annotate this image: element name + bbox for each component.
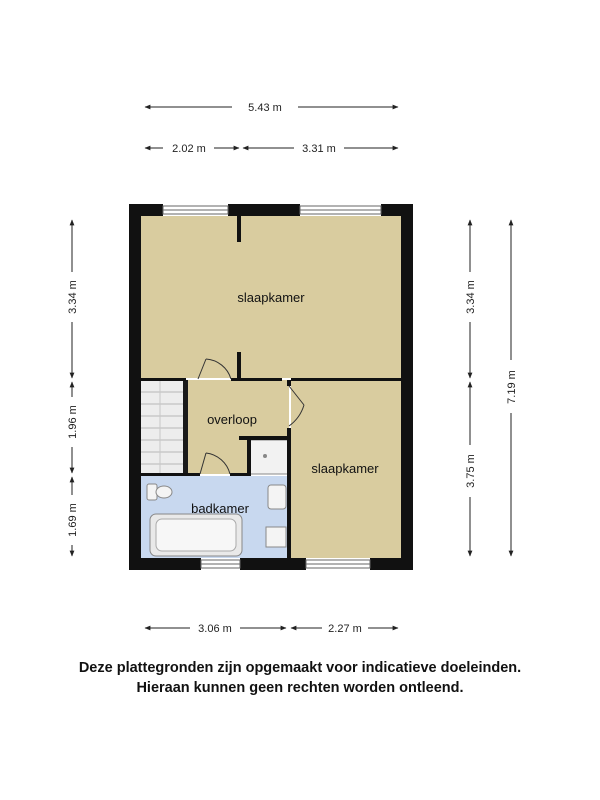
dim-left-bottom: 1.69 m bbox=[67, 503, 79, 537]
room-label-slaapkamer-small: slaapkamer bbox=[311, 461, 379, 476]
room-label-badkamer: badkamer bbox=[191, 501, 249, 516]
room-label-overloop: overloop bbox=[207, 412, 257, 427]
dim-right-total: 7.19 m bbox=[506, 370, 518, 404]
stairs bbox=[141, 380, 188, 474]
disclaimer bbox=[0, 658, 600, 698]
dim-top-left: 2.02 m bbox=[172, 143, 206, 155]
disclaimer-line-2: Hieraan kunnen geen rechten worden ontleend. bbox=[136, 680, 464, 696]
dim-left-middle: 1.96 m bbox=[67, 405, 79, 439]
disclaimer-line-1: Deze plattegronden zijn opgemaakt voor indicatieve doeleinden. bbox=[78, 660, 522, 676]
dim-top-total: 5.43 m bbox=[248, 102, 282, 114]
dim-top-right: 3.31 m bbox=[302, 143, 336, 155]
room-label-slaapkamer-large: slaapkamer bbox=[237, 290, 305, 305]
dim-bottom-right: 2.27 m bbox=[328, 623, 362, 635]
sink-icon bbox=[268, 485, 286, 509]
shower bbox=[250, 440, 288, 474]
dim-left-top: 3.34 m bbox=[67, 280, 79, 314]
dim-right-top: 3.34 m bbox=[465, 280, 477, 314]
dim-bottom-left: 3.06 m bbox=[198, 623, 232, 635]
dim-right-bottom: 3.75 m bbox=[465, 454, 477, 488]
